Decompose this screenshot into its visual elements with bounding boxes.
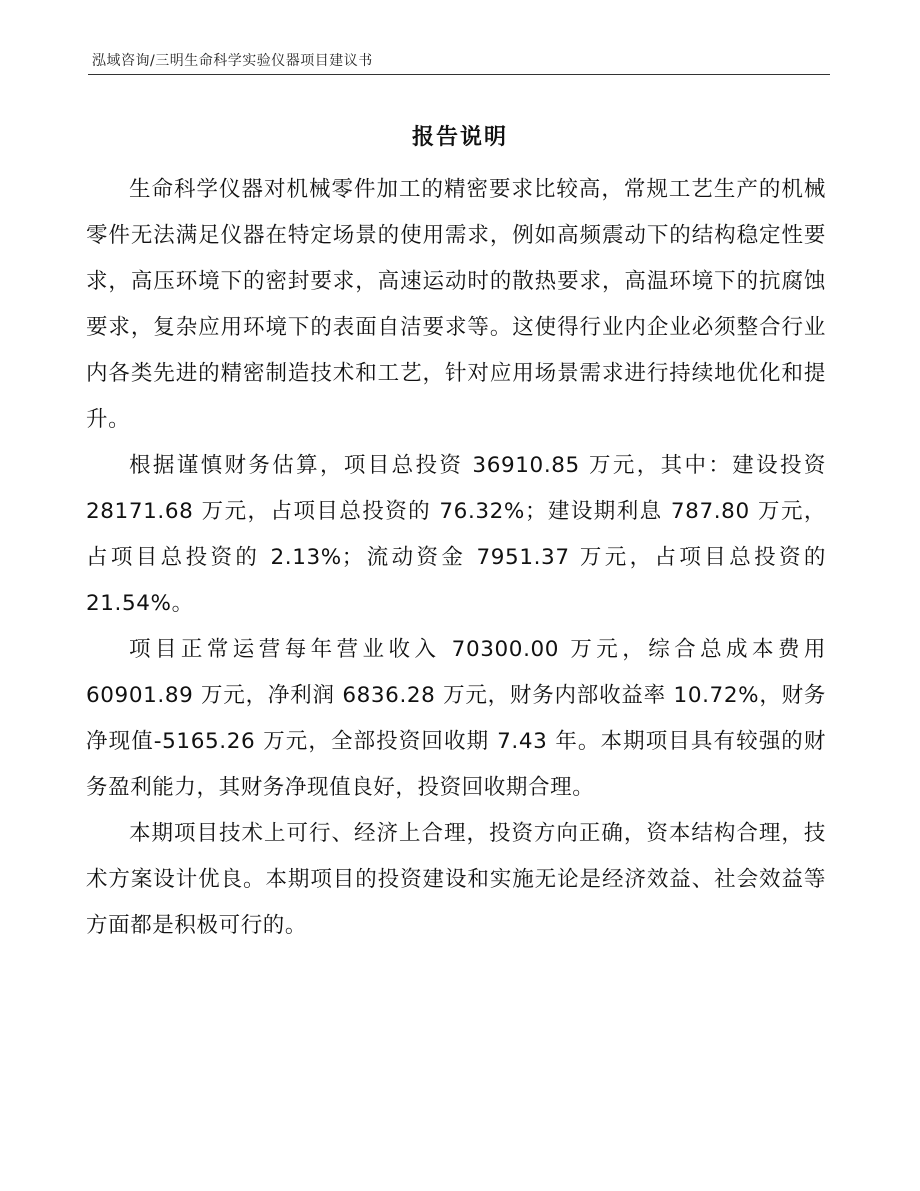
body-text: [86, 167, 826, 949]
running-header: 泓域咨询/三明生命科学实验仪器项目建议书: [92, 53, 373, 69]
paragraph-feasibility-conclusion: 本期项目技术上可行、经济上合理，投资方向正确，资本结构合理，技术方案设计优良。本期项目的投资建设和实施无论是经济效益、社会效益等方面都是积极可行的。: [86, 821, 826, 938]
paragraph-financial-indicators: 项目正常运营每年营业收入 70300.00 万元，综合总成本费用 60901.89 万元，净利润 6836.28 万元，财务内部收益率 10.72%，财务净现值-5165.26 万元，全部投资回收期 7.43 年。本期项目具有较强的财务盈利能力，其财务净现值良好，投资回收期合理。: [86, 637, 826, 800]
paragraph-investment-estimate: 根据谨慎财务估算，项目总投资 36910.85 万元，其中：建设投资 28171.68 万元，占项目总投资的 76.32%；建设期利息 787.80 万元，占项目总投资的 2.13%；流动资金 7951.37 万元，占项目总投资的 21.54%。: [86, 453, 826, 616]
paragraph-industry-background: 生命科学仪器对机械零件加工的精密要求比较高，常规工艺生产的机械零件无法满足仪器在特定场景的使用需求，例如高频震动下的结构稳定性要求，高压环境下的密封要求，高速运动时的散热要求，高温环境下的抗腐蚀要求，复杂应用环境下的表面自洁要求等。这使得行业内企业必须整合行业内各类先进的精密制造技术和工艺，针对应用场景需求进行持续地优化和提升。: [86, 177, 826, 432]
page-title: 报告说明: [411, 125, 508, 150]
header-divider: [88, 74, 830, 75]
